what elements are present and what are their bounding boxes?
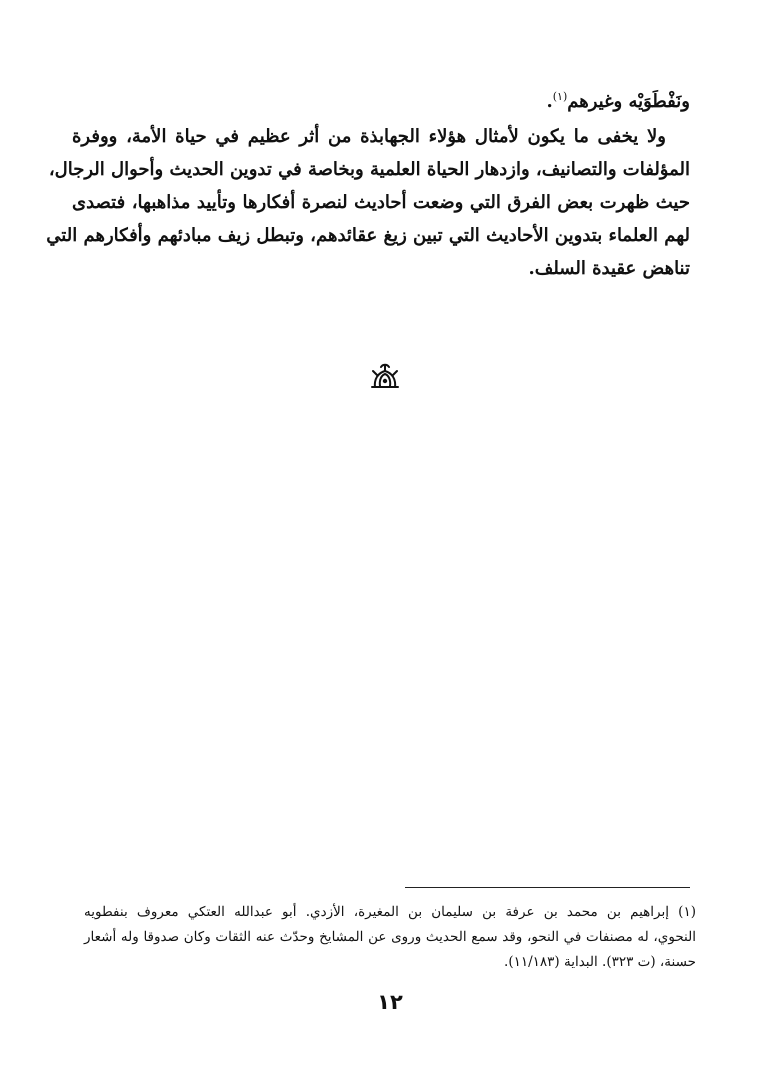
footnote-line-1: (١) إبراهيم بن محمد بن عرفة بن سليمان بن المغيرة، الأزدي. أبو عبدالله العتكي معروف بنفطويه <box>84 904 696 920</box>
text-line-1-period: . <box>546 91 553 112</box>
page-number: ١٢ <box>377 990 403 1014</box>
text-line-5: لهم العلماء بتدوين الأحاديث التي تبين زيغ عقائدهم، وتبطل زيف مبادئهم وأفكارهم التي <box>46 225 690 246</box>
footnote-line-3: حسنة، (ت ٣٢٣). البداية (١١/١٨٣). <box>504 954 696 970</box>
footnote-reference[interactable]: (١) <box>552 90 568 103</box>
text-line-3: المؤلفات والتصانيف، وازدهار الحياة العلمية وبخاصة في تدوين الحديث وأحوال الرجال، <box>48 159 690 180</box>
footnote-line-2: النحوي، له مصنفات في النحو، وقد سمع الحديث وروى عن المشايخ وحدّث عنه الثقات وكان صدوقا وله أشعار <box>84 929 696 945</box>
text-line-6: تناهض عقيدة السلف. <box>528 258 690 279</box>
footnote-separator <box>405 887 690 888</box>
text-line-1-words: ونَفْطَوَيْه وغيرهم <box>567 91 690 112</box>
main-text-block <box>46 74 690 285</box>
text-line-1 <box>72 74 690 120</box>
footnotes-block <box>84 900 696 975</box>
text-line-2: ولا يخفى ما يكون لأمثال هؤلاء الجهابذة من أثر عظيم في حياة الأمة، ووفرة <box>72 126 666 147</box>
floral-ornament-icon <box>368 362 402 390</box>
text-line-4: حيث ظهرت بعض الفرق التي وضعت أحاديث لنصرة أفكارها وتأييد مذاهبها، فتصدى <box>72 192 690 213</box>
